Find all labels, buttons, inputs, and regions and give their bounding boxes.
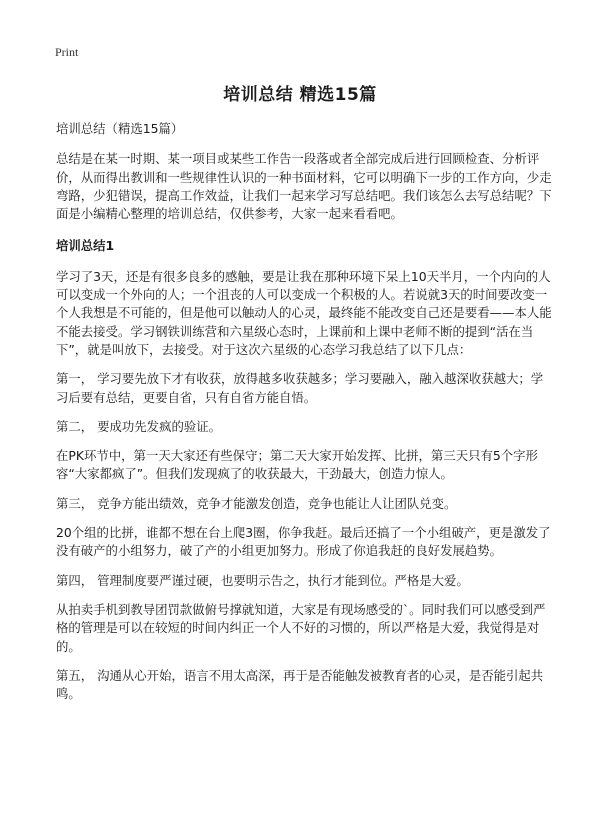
document-body xyxy=(56,120,552,714)
body-paragraph: 在PK环节中，第一天大家还有些保守；第二天大家开始发挥、比拼，第三天只有5个字形容“大家都疯了”。但我们发现疯了的收获最大，干劲最大，创造力惊人。 xyxy=(56,448,538,482)
body-paragraph: 从拍卖手机到教导团罚款做俯号撑就知道，大家是有现场感受的`。同时我们可以感受到严格的管理是可以在较短的时间内纠正一个人不好的习惯的，所以严格是大爱，我觉得是对的。 xyxy=(56,601,546,654)
body-paragraph: 20个组的比拼，谁都不想在台上爬3圈，你争我赶。最后还搞了一个小组破产，更是激发了没有破产的小组努力，破了产的小组更加努力。形成了你追我赶的良好发展趋势。 xyxy=(56,525,551,559)
document-subtitle: 培训总结（精选15篇） xyxy=(56,121,184,136)
print-label: Print xyxy=(55,45,79,59)
body-paragraph: 第四， 管理制度要严谨过硬，也要明示告之，执行才能到位。严格是大爱。 xyxy=(56,572,469,588)
body-paragraph: 第二， 要成功先发疯的验证。 xyxy=(56,418,222,434)
body-paragraph: 第三， 竞争方能出绩效，竞争才能激发创造，竞争也能让人让团队兑变。 xyxy=(56,495,457,511)
body-paragraph: 学习了3天，还是有很多良多的感触，要是让我在那种环境下呆上10天半月，一个内向的人可以变成一个外向的人；一个沮丧的人可以变成一个积极的人。若说就3天的时间要改变一个人我想是不可能的，但是他可以触动人的心灵，最终能不能改变自己还是要看——本人能不能去接受。学习钢铁训练营和六星级心态时，上课前和上课中老师不断的提到“活在当下”，就是叫放下，去接受。对于这次六星级的心态学习我总结了以下几点： xyxy=(56,268,552,357)
intro-paragraph: 总结是在某一时期、某一项目或某些工作告一段落或者全部完成后进行回顾检查、分析评价，从而得出教训和一些规律性认识的一种书面材料，它可以明确下一步的工作方向，少走弯路，少犯错误，提高工作效益，让我们一起来学习写总结吧。我们该怎么去写总结呢？下面是小编精心整理的培训总结，仅供参考，大家一起来看看吧。 xyxy=(56,151,552,222)
page-title: 培训总结 精选15篇 xyxy=(223,85,377,105)
section-heading: 培训总结1 xyxy=(56,238,115,254)
body-paragraph: 第五， 沟通从心开始，语言不用太高深，再于是否能触发被教育者的心灵，是否能引起共鸣。 xyxy=(56,667,544,702)
body-paragraph: 第一， 学习要先放下才有收获，放得越多收获越多；学习要融入，融入越深收获越大；学习后要有总结，更要自省，只有自省方能自悟。 xyxy=(56,371,544,405)
